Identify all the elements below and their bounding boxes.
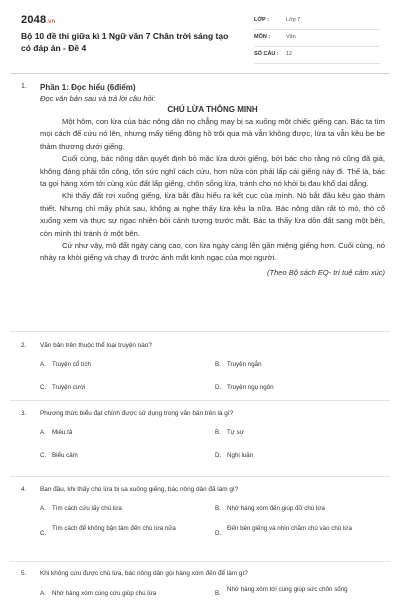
option-letter: C. xyxy=(40,384,47,391)
question-number: 2. xyxy=(21,342,27,349)
option-text: Nhờ hàng xóm cùng cứu giúp chú lừa xyxy=(52,590,157,597)
option-letter: D. xyxy=(215,452,222,459)
answer-options xyxy=(40,429,385,473)
meta-row-question-count xyxy=(254,48,380,64)
option-a[interactable] xyxy=(40,429,190,438)
page-header xyxy=(0,0,400,72)
question-text: Khi không cứu được chú lừa, bác nông dân gọi hàng xóm đến để làm gì? xyxy=(40,570,248,577)
option-b[interactable] xyxy=(215,586,385,595)
option-b[interactable] xyxy=(215,361,385,370)
option-text: Nhờ hàng xóm tới cùng giúp sức chôn sống xyxy=(227,586,348,593)
site-logo[interactable] xyxy=(21,14,56,26)
question-number: 4. xyxy=(21,486,27,493)
reading-instruction: Đọc văn bản sau và trả lời câu hỏi: xyxy=(40,94,156,103)
option-text: Truyện ngụ ngôn xyxy=(227,384,274,391)
question-stem xyxy=(21,569,385,578)
question-3 xyxy=(21,409,385,473)
question-separator xyxy=(10,476,390,477)
story-paragraph: Khi thấy đất rơi xuống giếng, lừa bắt đầu hiểu ra kết cục của mình. Nó bắt đầu kêu gào thảm thiết. Nhưng chỉ mấy phút sau, không ai nghe thấy lừa kêu la nữa. Bác nông dân rất tò mò, thò cổ xuống xem và thực sự ngạc nhiên bởi cảnh tượng trước mắt. Bác ta thấy lừa dồn đất sang một bên, còn mình thì tránh ở một bên. xyxy=(40,191,385,238)
meta-label: SỐ CÂU : xyxy=(254,51,279,57)
logo-main: 2048 xyxy=(21,14,47,26)
option-text: Đến bên giếng và nhìn chăm chú vào chú lừa xyxy=(227,525,352,532)
story-paragraph: Một hôm, con lừa của bác nông dân nọ chẳng may bị sa xuống một chiếc giếng cạn. Bác ta tìm mọi cách để cứu nó lên, nhưng mấy tiếng đồng hồ trôi qua mà vẫn không được, lừa ta vẫn kêu be be thảm thương dưới giếng. xyxy=(40,117,385,151)
answer-options xyxy=(40,586,385,600)
question-number: 5. xyxy=(21,570,27,577)
part-title: Phần 1: Đọc hiểu (6điểm) xyxy=(40,83,136,92)
question-separator xyxy=(10,561,390,562)
option-text: Nhờ hàng xóm đến giúp đỡ chú lừa xyxy=(227,505,325,512)
option-d[interactable] xyxy=(215,525,385,537)
question-number: 1. xyxy=(21,83,27,90)
option-letter: C. xyxy=(40,452,47,459)
question-4 xyxy=(21,485,385,555)
option-text: Truyện cười xyxy=(52,384,86,391)
option-c[interactable] xyxy=(40,525,190,537)
option-letter: A. xyxy=(40,361,46,368)
option-letter: D. xyxy=(215,384,222,391)
option-letter: A. xyxy=(40,429,46,436)
question-5 xyxy=(21,569,385,600)
meta-label: LỚP : xyxy=(254,17,269,23)
option-b[interactable] xyxy=(215,429,385,438)
option-letter: B. xyxy=(215,429,221,436)
question-text: Văn bản trên thuộc thể loại truyện nào? xyxy=(40,342,152,349)
option-d[interactable] xyxy=(215,452,385,461)
header-divider xyxy=(10,73,390,74)
answer-options xyxy=(40,505,385,555)
question-1-reading xyxy=(40,82,385,280)
question-stem xyxy=(21,485,385,494)
question-separator xyxy=(10,331,390,332)
option-c[interactable] xyxy=(40,384,190,393)
option-text: Truyện cổ tích xyxy=(52,361,91,368)
option-text: Biểu cảm xyxy=(52,452,78,459)
question-stem xyxy=(21,341,385,350)
option-text: Tìm cách để không bận tâm đến chú lừa nữa xyxy=(52,525,176,532)
option-letter: C. xyxy=(40,530,47,537)
option-a[interactable] xyxy=(40,590,190,599)
question-2 xyxy=(21,341,385,405)
question-separator xyxy=(10,400,390,401)
question-stem xyxy=(21,409,385,418)
option-letter: B. xyxy=(215,590,221,597)
document-title: Bộ 10 đề thi giữa kì 1 Ngữ văn 7 Chân trời sáng tạo có đáp án - Đề 4 xyxy=(21,31,229,53)
story-source: (Theo Bộ sách EQ- trí tuệ cảm xúc) xyxy=(267,267,385,277)
question-number: 3. xyxy=(21,410,27,417)
question-text: Phương thức biểu đạt chính được sử dụng trong văn bản trên là gì? xyxy=(40,410,234,417)
option-text: Tự sự xyxy=(227,429,244,436)
document-meta xyxy=(254,14,380,65)
option-b[interactable] xyxy=(215,505,385,514)
option-letter: B. xyxy=(215,505,221,512)
question-text: Ban đầu, khi thấy chú lừa bị sa xuống giếng, bác nông dân đã làm gì? xyxy=(40,486,239,493)
meta-value: Văn xyxy=(286,34,296,40)
option-letter: B. xyxy=(215,361,221,368)
option-letter: D. xyxy=(215,530,222,537)
story-paragraph: Cuối cùng, bác nông dân quyết định bỏ mặc lừa dưới giếng, bởi bác cho rằng nó cũng đã già, không đáng phải tốn công, tốn sức nghĩ cách cứu, hơn nữa còn phải lấp cái giếng này đi. Thế là, bác ta gọi hàng xóm tới cùng xúc đất lấp giếng, chôn sống lừa, tránh cho nó khỏi bị đau khổ dai dẳng. xyxy=(40,154,385,189)
meta-row-class xyxy=(254,14,380,30)
meta-row-subject xyxy=(254,31,380,47)
option-text: Miêu tả xyxy=(52,429,73,436)
option-d[interactable] xyxy=(215,384,385,393)
option-a[interactable] xyxy=(40,361,190,370)
option-text: Tìm cách cứu lấy chú lừa xyxy=(52,505,122,512)
option-letter: A. xyxy=(40,505,46,512)
meta-label: MÔN : xyxy=(254,34,271,40)
option-text: Nghị luận xyxy=(227,452,254,459)
option-letter: A. xyxy=(40,590,46,597)
option-a[interactable] xyxy=(40,505,190,514)
story-title: CHÚ LỪA THÔNG MINH xyxy=(167,105,258,114)
answer-options xyxy=(40,361,385,405)
logo-suffix: .vn xyxy=(46,19,56,25)
meta-value: 12 xyxy=(286,51,293,57)
option-c[interactable] xyxy=(40,452,190,461)
story-paragraph: Cứ như vậy, mô đất ngày càng cao, con lừa ngày càng lên gần miệng giếng hơn. Cuối cùng, nó nhảy ra khỏi giếng và chạy đi trước ánh mắt kinh ngạc của mọi người. xyxy=(40,241,385,263)
option-text: Truyện ngắn xyxy=(227,361,262,368)
meta-value: Lớp 7 xyxy=(286,17,301,23)
